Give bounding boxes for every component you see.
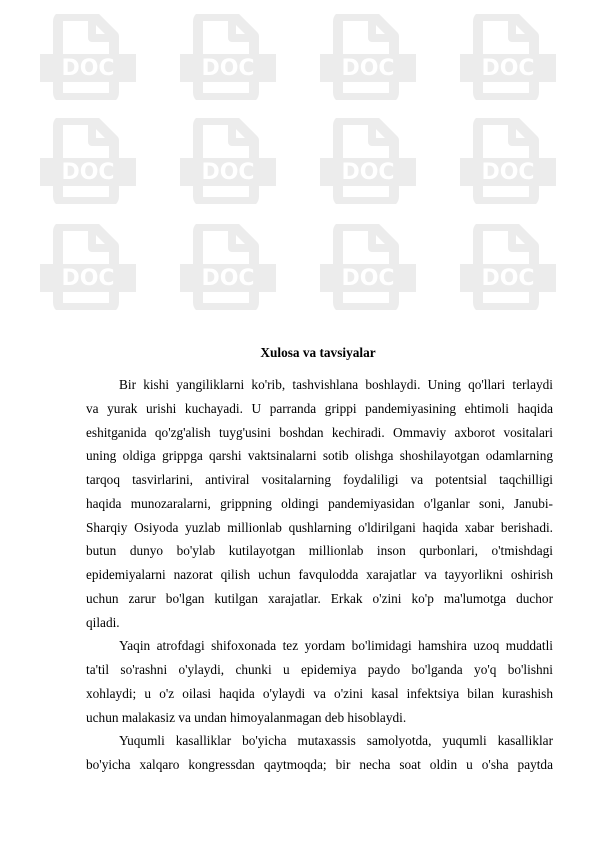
doc-watermark-icon bbox=[178, 14, 278, 100]
doc-watermark-icon bbox=[38, 14, 138, 100]
svg-text:DOC: DOC bbox=[481, 266, 535, 291]
svg-text:DOC: DOC bbox=[201, 266, 255, 291]
watermark-row bbox=[0, 224, 595, 310]
doc-watermark-icon bbox=[38, 118, 138, 204]
paragraph-line: Sharqiy Osiyoda yuzlab millionlab qushlarning o'ldirilgani haqida xabar berishadi. bbox=[86, 519, 553, 535]
paragraph-line: xohlaydi; u o'z oilasi haqida o'ylaydi va o'zini kasal infektsiya bilan kurashish bbox=[86, 685, 553, 701]
svg-text:DOC: DOC bbox=[481, 56, 535, 81]
paragraph-line: qiladi. bbox=[86, 614, 120, 630]
paragraph-line: Yuqumli kasalliklar bo'yicha mutaxassis samolyotda, yuqumli kasalliklar bbox=[119, 733, 553, 749]
doc-watermark-icon bbox=[38, 224, 138, 310]
paragraph-line: ta'til so'rashni o'ylaydi, chunki u epidemiya paydo bo'lganda yo'q bo'lishni bbox=[86, 662, 553, 677]
paragraph-line: epidemiyalarni nazorat qilish uchun favqulodda xarajatlar va tayyorlikni oshirish bbox=[86, 567, 553, 582]
watermark-row bbox=[0, 118, 595, 204]
doc-watermark-icon bbox=[318, 14, 418, 100]
doc-watermark-icon bbox=[178, 118, 278, 204]
section-heading: Xulosa va tavsiyalar bbox=[260, 345, 376, 360]
paragraph-line: tarqoq tasvirlarini, antiviral vositalarning foydaliligi va potentsial taqchilligi bbox=[86, 472, 553, 487]
paragraph-line: Bir kishi yangiliklarni ko'rib, tashvishlana boshlaydi. Uning qo'llari terlaydi bbox=[119, 377, 553, 392]
doc-watermark-icon bbox=[178, 224, 278, 310]
svg-text:DOC: DOC bbox=[481, 160, 535, 185]
paragraph bbox=[86, 373, 553, 634]
svg-text:DOC: DOC bbox=[61, 160, 115, 185]
doc-watermark-icon bbox=[458, 224, 558, 310]
svg-text:DOC: DOC bbox=[61, 266, 115, 291]
paragraph-line: uning oldiga grippga qarshi vaktsinalarni sotib olishga shoshilayotgan odamlarning bbox=[86, 448, 553, 464]
svg-text:DOC: DOC bbox=[341, 160, 395, 185]
paragraph-line: uchun zarur bo'lgan kutilgan xarajatlar. Erkak o'zini ko'p ma'lumotga duchor bbox=[86, 590, 553, 606]
svg-text:DOC: DOC bbox=[341, 266, 395, 291]
doc-watermark-icon bbox=[458, 14, 558, 100]
paragraph-line: eshitganida qo'zg'alish tuyg'usini boshdan kechiradi. Ommaviy axborot vositalari bbox=[86, 424, 553, 440]
svg-text:DOC: DOC bbox=[201, 160, 255, 185]
svg-text:DOC: DOC bbox=[61, 56, 115, 81]
paragraph-line: uchun malakasiz va undan himoyalanmagan deb hisoblaydi. bbox=[86, 709, 407, 725]
doc-watermark-icon bbox=[458, 118, 558, 204]
paragraph-line: va yurak urishi kuchayadi. U parranda grippi pandemiyasining ehtimoli haqida bbox=[86, 400, 553, 416]
svg-text:DOC: DOC bbox=[201, 56, 255, 81]
paragraph bbox=[86, 729, 553, 777]
doc-watermark-icon bbox=[318, 224, 418, 310]
paragraph-line: haqida munozaralarni, grippning oldingi pandemiyasidan o'lganlar soni, Janubi- bbox=[86, 495, 553, 511]
watermark-row bbox=[0, 14, 595, 100]
paragraph-line: Yaqin atrofdagi shifoxonada tez yordam bo'limidagi hamshira uzoq muddatli bbox=[119, 638, 553, 654]
doc-watermark-icon bbox=[318, 118, 418, 204]
paragraph-line: bo'yicha xalqaro kongressdan qaytmoqda; bir necha soat oldin u o'sha paytda bbox=[86, 757, 553, 772]
svg-text:DOC: DOC bbox=[341, 56, 395, 81]
paragraph-line: butun dunyo bo'ylab kutilayotgan millionlab inson qurbonlari, o'tmishdagi bbox=[86, 543, 553, 559]
paragraph bbox=[86, 634, 553, 729]
document-body bbox=[86, 373, 553, 777]
